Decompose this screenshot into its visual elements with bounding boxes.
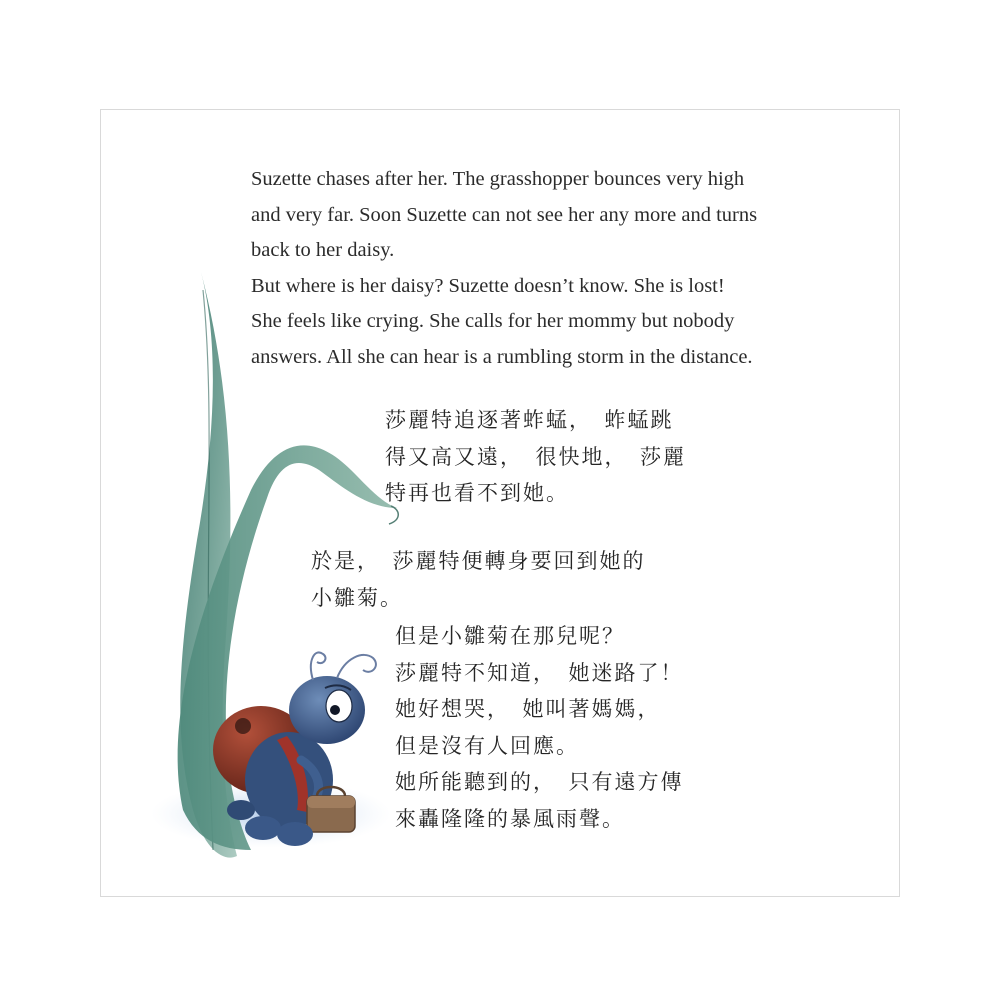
english-text <box>251 162 851 375</box>
english-line: But where is her daisy? Suzette doesn’t know. She is lost! <box>251 274 725 297</box>
english-line: Suzette chases after her. The grasshopper bounces very high <box>251 168 745 190</box>
english-line: back to her daisy. <box>251 239 395 261</box>
chinese-paragraph-3 <box>395 618 684 837</box>
chinese-line: 她好想哭， 她叫著媽媽， <box>395 697 661 721</box>
chinese-line: 來轟隆隆的暴風雨聲。 <box>395 806 625 831</box>
chinese-line: 但是沒有人回應。 <box>395 733 579 758</box>
chinese-line: 但是小雛菊在那兒呢？ <box>395 624 625 648</box>
chinese-line: 莎麗特不知道， 她迷路了！ <box>395 660 684 685</box>
english-line: answers. All she can hear is a rumbling storm in the distance. <box>251 345 753 368</box>
ladybug-pupil <box>330 705 340 715</box>
english-line: She feels like crying. She calls for her mommy but nobody <box>251 310 735 332</box>
book-page <box>100 109 900 897</box>
chinese-paragraph-2 <box>311 543 646 616</box>
english-line: and very far. Soon Suzette can not see her any more and turns <box>251 203 758 226</box>
chinese-line: 於是， 莎麗特便轉身要回到她的 <box>311 549 646 573</box>
ladybug-foot <box>227 800 255 820</box>
chinese-line: 得又高又遠， 很快地， 莎麗 <box>385 444 686 469</box>
chinese-line: 她所能聽到的， 只有遠方傳 <box>395 770 684 794</box>
satchel-flap <box>307 796 355 808</box>
ladybug-antenna <box>337 655 376 678</box>
chinese-line: 小雛菊。 <box>311 585 403 610</box>
ladybug-antenna <box>311 652 326 680</box>
ladybug-eye <box>326 690 352 722</box>
ladybug-foot <box>245 816 281 840</box>
ladybug-foot <box>277 822 313 846</box>
chinese-line: 莎麗特追逐著蚱蜢， 蚱蜢跳 <box>385 408 674 432</box>
chinese-paragraph-1 <box>385 402 686 512</box>
shell-spot <box>235 718 251 734</box>
chinese-line: 特再也看不到她。 <box>385 481 569 505</box>
